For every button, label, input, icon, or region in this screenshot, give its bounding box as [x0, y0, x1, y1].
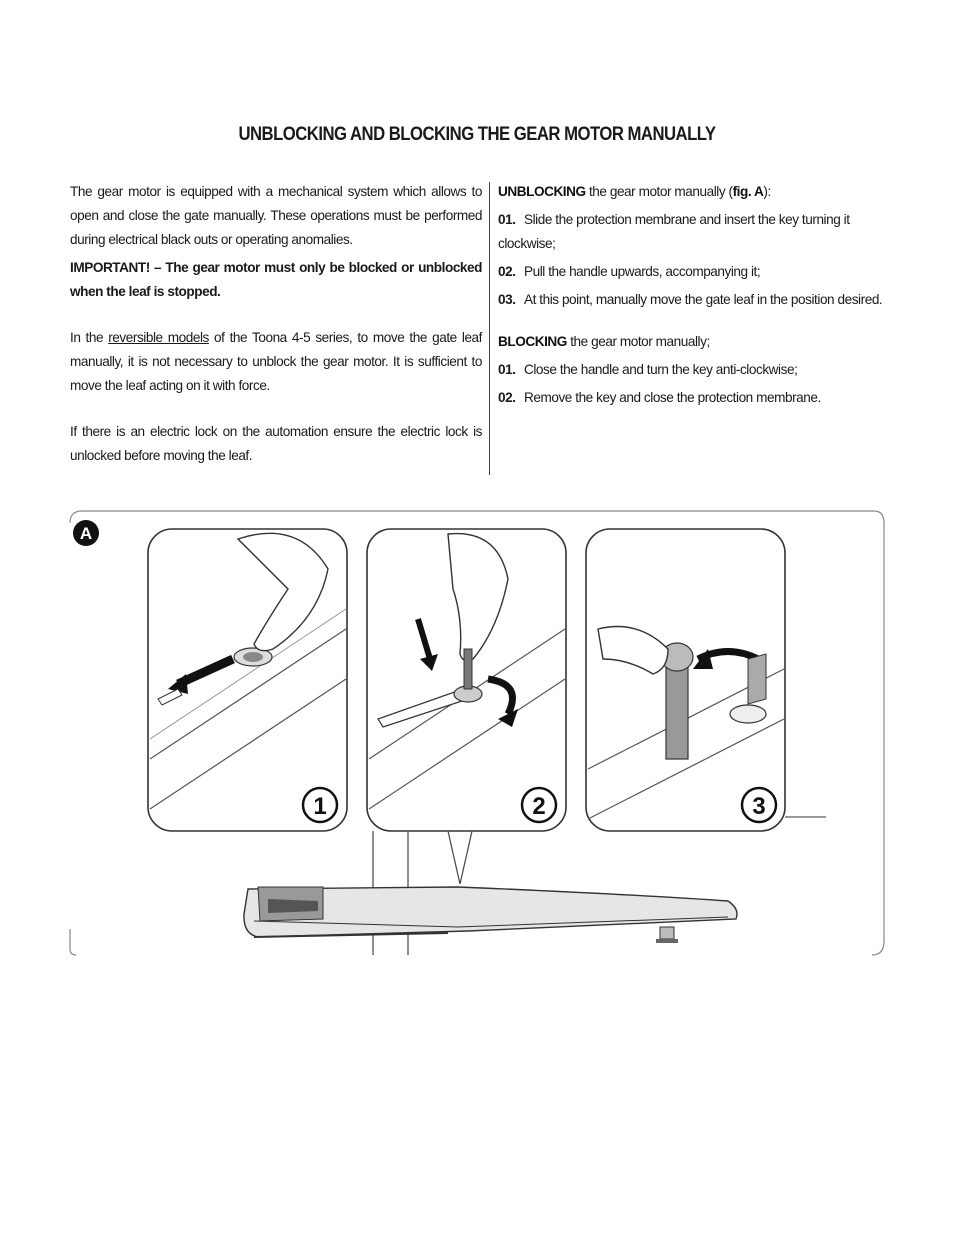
page-title: UNBLOCKING AND BLOCKING THE GEAR MOTOR MANUALLY: [238, 124, 716, 145]
unblocking-heading-rest: the gear motor manually (: [585, 184, 733, 199]
step-number: 03.: [498, 292, 516, 307]
figure-label: A: [79, 524, 93, 543]
electric-lock-paragraph: If there is an electric lock on the automation ensure the electric lock is unlocked before moving the leaf.: [70, 424, 482, 463]
step-number: 02.: [498, 390, 516, 405]
key-icon: [464, 649, 472, 689]
unblocking-heading-bold: UNBLOCKING: [498, 184, 586, 199]
gear-motor-illustration: [244, 887, 737, 943]
panel-number: 2: [532, 793, 546, 820]
unblocking-heading: [498, 180, 898, 204]
unblocking-heading-close: ):: [763, 184, 771, 199]
panel-2: [367, 529, 566, 831]
step-text: Slide the protection membrane and insert the key turning it clockwise;: [498, 212, 850, 251]
right-column: [498, 180, 898, 410]
reversible-paragraph: [70, 326, 482, 398]
list-item: [498, 288, 898, 312]
unblocking-steps: [498, 208, 898, 312]
step-number: 02.: [498, 264, 516, 279]
step-text: Pull the handle upwards, accompanying it;: [524, 264, 761, 279]
left-column: [70, 180, 482, 468]
step-text: Close the handle and turn the key anti-clockwise;: [524, 362, 798, 377]
blocking-heading-bold: BLOCKING: [498, 334, 567, 349]
blocking-heading: [498, 330, 898, 354]
step-number: 01.: [498, 362, 516, 377]
list-item: [498, 358, 898, 382]
step-number: 01.: [498, 212, 516, 227]
panel-1: [148, 529, 347, 831]
figure-a: [68, 509, 886, 957]
reversible-suffix: of the Toona 4-5 series, to move the gate leaf manually, it is not necessary to unblock the gear motor. It is sufficient to move the leaf acting on it with force.: [70, 330, 482, 393]
step-text: At this point, manually move the gate leaf in the position desired.: [524, 292, 883, 307]
reversible-prefix: In the: [70, 330, 109, 345]
list-item: [498, 386, 898, 410]
list-item: [498, 208, 898, 256]
column-divider: [489, 182, 490, 475]
panel-number: 1: [313, 793, 327, 820]
unblocking-fig-ref: fig. A: [732, 184, 764, 199]
panel-3: [586, 529, 826, 831]
panel-number: 3: [752, 793, 766, 820]
figure-illustration: [68, 509, 886, 957]
blocking-heading-rest: the gear motor manually;: [566, 334, 710, 349]
important-note: IMPORTANT! – The gear motor must only be blocked or unblocked when the leaf is stopped.: [70, 260, 482, 299]
intro-paragraph: The gear motor is equipped with a mechanical system which allows to open and close the gate manually. These operations must be performed during electrical black outs or operating anomalies.: [70, 184, 482, 247]
reversible-models-link: reversible models: [108, 330, 209, 345]
list-item: [498, 260, 898, 284]
blocking-steps: [498, 358, 898, 410]
step-text: Remove the key and close the protection membrane.: [524, 390, 821, 405]
